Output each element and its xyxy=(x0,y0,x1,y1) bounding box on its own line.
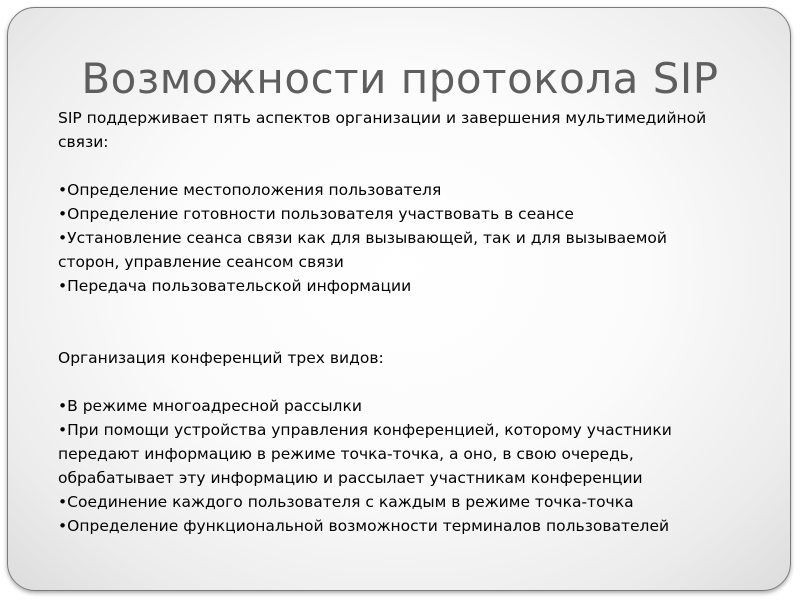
intro-text-line-1: SIP поддерживает пять аспектов организации и завершения мультимедийной xyxy=(58,109,707,127)
slide-title: Возможности протокола SIP xyxy=(81,54,719,103)
conference-item: •Определение функциональной возможности терминалов пользователей xyxy=(58,517,670,535)
spacer xyxy=(58,322,748,346)
spacer xyxy=(58,298,748,322)
aspect-item: •Передача пользовательской информации xyxy=(58,277,412,295)
conference-item: •В режиме многоадресной рассылки xyxy=(58,397,362,415)
conference-item: •Соединение каждого пользователя с каждым в режиме точка-точка xyxy=(58,493,634,511)
conference-item-continuation: обрабатывает эту информацию и рассылает участникам конференции xyxy=(58,469,643,487)
aspect-item: •Определение местоположения пользователя xyxy=(58,181,442,199)
aspect-item: •Определение готовности пользователя участвовать в сеансе xyxy=(58,205,574,223)
conference-item-continuation: передают информацию в режиме точка-точка, а оно, в свою очередь, xyxy=(58,445,634,463)
slide-body xyxy=(58,106,748,538)
spacer xyxy=(58,370,748,394)
conference-heading: Организация конференций трех видов: xyxy=(58,349,384,367)
aspect-item: •Установление сеанса связи как для вызывающей, так и для вызываемой xyxy=(58,229,667,247)
conference-item: •При помощи устройства управления конференцией, которому участники xyxy=(58,421,672,439)
aspect-item-continuation: сторон, управление сеансом связи xyxy=(58,253,344,271)
intro-text-line-2: связи: xyxy=(58,133,109,151)
spacer xyxy=(58,154,748,178)
